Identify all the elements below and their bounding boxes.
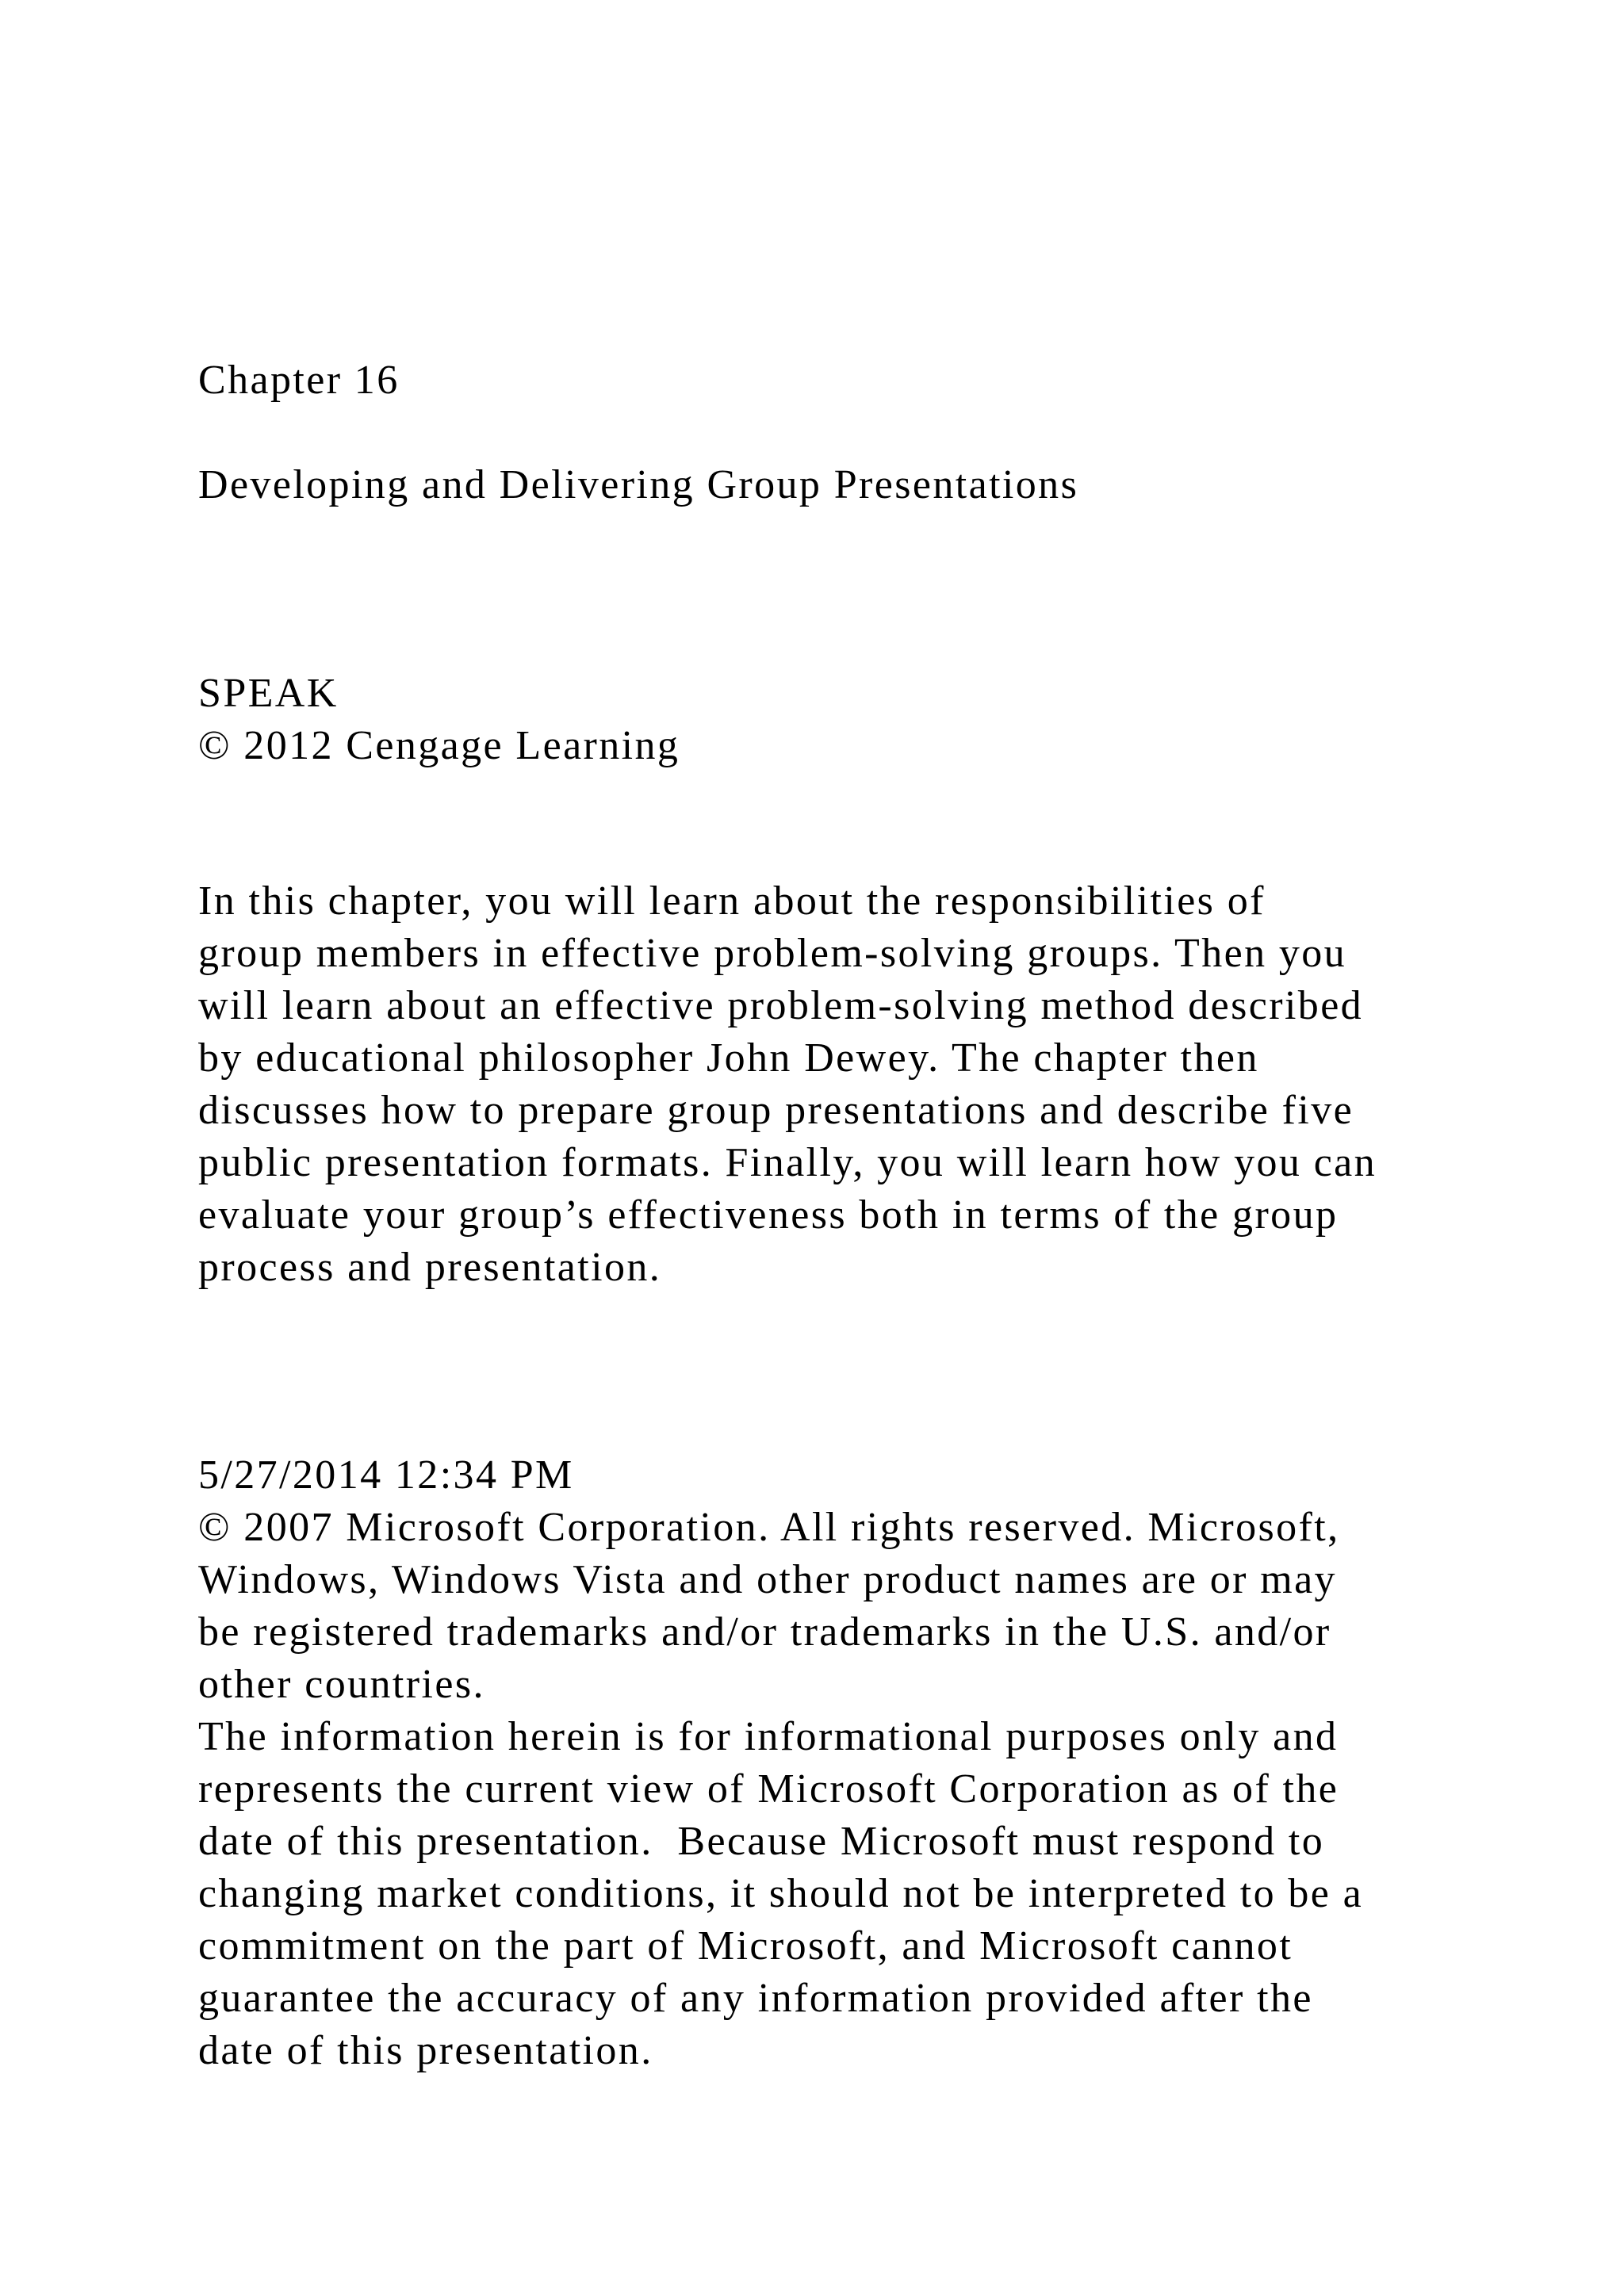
intro-line: group members in effective problem-solving groups. Then you <box>198 931 1347 976</box>
timestamp: 5/27/2014 12:34 PM <box>198 1452 574 1498</box>
publisher-copyright: © 2012 Cengage Learning <box>198 723 680 768</box>
intro-line: In this chapter, you will learn about the responsibilities of <box>198 878 1266 924</box>
intro-line: public presentation formats. Finally, you will learn how you can <box>198 1140 1377 1185</box>
legal-line: © 2007 Microsoft Corporation. All rights reserved. Microsoft, <box>198 1505 1340 1550</box>
legal-line: changing market conditions, it should not be interpreted to be a <box>198 1871 1364 1916</box>
legal-line: guarantee the accuracy of any information provided after the <box>198 1976 1313 2021</box>
chapter-title: Developing and Delivering Group Presentations <box>198 462 1079 507</box>
intro-line: process and presentation. <box>198 1245 662 1290</box>
intro-line: discusses how to prepare group presentations and describe five <box>198 1088 1354 1133</box>
legal-line: The information herein is for informational purposes only and <box>198 1714 1339 1759</box>
legal-line: be registered trademarks and/or trademarks in the U.S. and/or <box>198 1609 1331 1655</box>
intro-line: will learn about an effective problem-solving method described <box>198 983 1364 1028</box>
legal-line: date of this presentation. Because Microsoft must respond to <box>198 1819 1325 1864</box>
intro-line: by educational philosopher John Dewey. The chapter then <box>198 1035 1259 1081</box>
legal-line: date of this presentation. <box>198 2028 653 2073</box>
intro-line: evaluate your group’s effectiveness both in terms of the group <box>198 1192 1339 1238</box>
legal-line: Windows, Windows Vista and other product names are or may <box>198 1557 1337 1602</box>
publisher-name: SPEAK <box>198 671 339 716</box>
legal-line: represents the current view of Microsoft Corporation as of the <box>198 1766 1339 1812</box>
legal-line: other countries. <box>198 1662 485 1707</box>
legal-line: commitment on the part of Microsoft, and Microsoft cannot <box>198 1923 1293 1969</box>
chapter-heading: Chapter 16 <box>198 358 400 403</box>
